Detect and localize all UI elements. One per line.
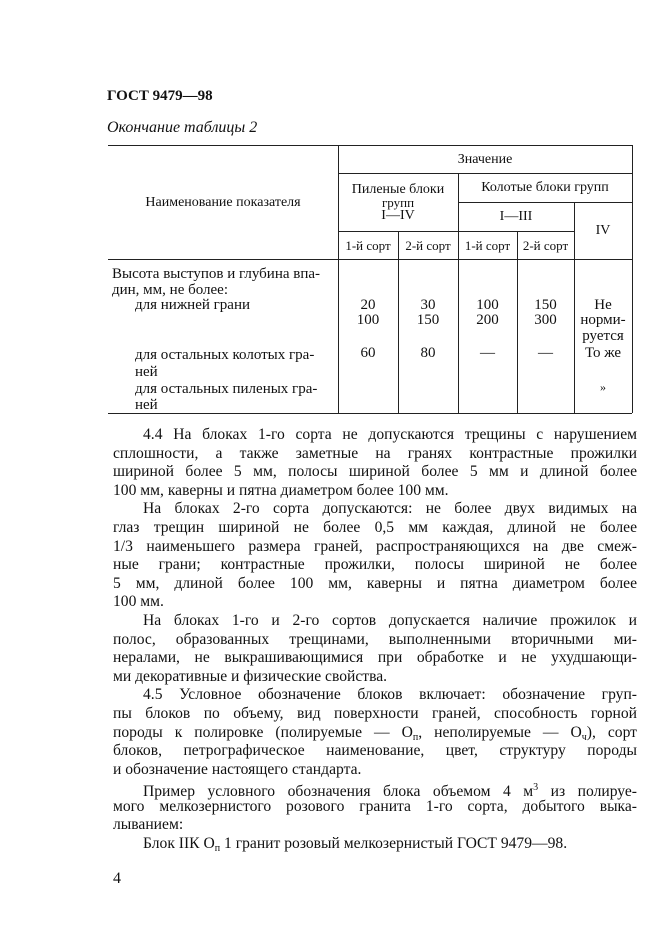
body-text <box>113 426 637 854</box>
text-line <box>113 779 637 801</box>
table-border-right <box>632 145 633 413</box>
text-segment: , неполируемые — О <box>418 723 582 741</box>
row-label-line: для нижней грани <box>135 297 251 313</box>
cell-value: норми- <box>580 312 626 328</box>
text-line: На блоках 1-го и 2-го сортов допускается наличие прожилок и <box>143 611 637 629</box>
table-header-bottom <box>108 259 632 260</box>
text-line: сплошности, а также заметные на гранях контрастные прожилки <box>113 444 637 462</box>
paragraph <box>113 612 637 686</box>
header-split-group-4: IV <box>595 223 611 238</box>
cell-value: 100 <box>476 297 499 313</box>
cell-value: 200 <box>476 312 499 328</box>
text-segment: ), сорт <box>586 723 637 741</box>
header-sawn-blocks <box>338 173 458 231</box>
text-line: глаз трещин шириной не более 0,5 мм каждая, длиной не более <box>113 518 637 536</box>
paragraph <box>113 835 637 854</box>
subscript: п <box>412 731 419 743</box>
cell-value: » <box>600 380 606 394</box>
text-line <box>113 724 637 743</box>
header-grade: 2-й сорт <box>405 237 451 253</box>
text-segment: породы к полировке (полируемые — О <box>113 723 413 741</box>
text-line: ми декоративные и физические свойства. <box>113 667 388 685</box>
subscript: ч <box>581 731 587 743</box>
header-sawn-line: групп <box>381 194 415 210</box>
header-grade: 1-й сорт <box>464 237 511 253</box>
paragraph <box>113 686 637 779</box>
text-line: шириной более 5 мм, полосы шириной более 5 мм и длиной более <box>113 463 637 481</box>
cell-value: руется <box>582 328 624 344</box>
header-value: Значение <box>457 151 513 167</box>
text-line: 100 мм. <box>113 593 164 611</box>
cell-value: То же <box>584 345 622 361</box>
text-segment: Блок IIК О <box>143 835 215 853</box>
row-label-line: для остальных пиленых гра- <box>135 381 318 397</box>
text-line: пы блоков по объему, вид поверхности граней, способность горной <box>113 704 637 722</box>
document-code-header: ГОСТ 9479—98 <box>107 88 213 104</box>
paragraph <box>113 500 637 612</box>
cell-value: 20 <box>360 297 376 313</box>
text-line: На блоках 2-го сорта допускаются: не более двух видимых на <box>143 500 637 518</box>
paragraph <box>113 426 637 500</box>
text-segment: Пример условного обозначения блока объемом 4 м <box>143 783 534 801</box>
header-grade: 2-й сорт <box>522 237 569 253</box>
cell-value: — <box>538 345 553 361</box>
cell-value: 80 <box>420 345 436 361</box>
text-line: мого мелкозернистого розового гранита 1-го сорта, добытого выка- <box>113 797 637 815</box>
row-label-line: ней <box>135 364 158 380</box>
text-line: 4.4 На блоках 1-го сорта не допускаются трещины с нарушением <box>143 426 637 443</box>
cell-value: — <box>480 345 495 361</box>
text-line: ные грани; контрастные прожилки, полосы шириной не более <box>113 556 637 574</box>
text-line: нералами, не выкрашивающимися при обработке и не ухудшающи- <box>113 649 637 667</box>
cell-value: 150 <box>416 312 440 328</box>
text-line: 1/3 наименьшего размера граней, распространяющихся на две смеж- <box>113 537 637 555</box>
cell-value: 100 <box>356 312 380 328</box>
text-segment: 1 гранит розовый мелкозернистый ГОСТ 9479—98. <box>220 835 568 853</box>
text-line <box>113 835 637 854</box>
header-split-group-1-3: I—III <box>499 209 533 224</box>
text-line: полос, образованных трещинами, выполненными вторичными ми- <box>113 630 637 648</box>
row-label-line: для остальных колотых гра- <box>135 347 315 363</box>
cell-value: 300 <box>534 312 557 328</box>
cell-value: Не <box>594 297 612 313</box>
cell-value: 60 <box>360 345 376 361</box>
text-line: лыванием: <box>113 816 184 834</box>
row-label-line: ней <box>135 397 158 413</box>
header-indicator-name: Наименование показателя <box>145 194 301 210</box>
text-line: и обозначение настоящего стандарта. <box>113 760 362 778</box>
text-line: 100 мм, каверны и пятна диаметром более 100 мм. <box>113 481 449 499</box>
subscript: п <box>214 843 221 855</box>
text-segment: из полируе- <box>538 783 637 801</box>
row-label-line: дин, мм, не более: <box>112 282 229 298</box>
row-label-line: Высота выступов и глубина впа- <box>112 266 321 282</box>
header-grade: 1-й сорт <box>345 237 391 253</box>
text-line: блоков, петрографическое наименование, цвет, структуру породы <box>113 742 637 760</box>
text-line: 4.5 Условное обозначение блоков включает: обозначение груп- <box>143 686 637 704</box>
table-caption: Окончание таблицы 2 <box>107 119 258 136</box>
header-split-blocks: Колотые блоки групп <box>481 180 609 195</box>
header-sawn-line: Пиленые блоки <box>351 181 445 197</box>
cell-value: 30 <box>420 297 436 313</box>
cell-value: 150 <box>534 297 557 313</box>
text-line: 5 мм, длиной более 100 мм, каверны и пятна диаметром более <box>113 574 637 592</box>
paragraph <box>113 779 637 835</box>
table-border-bottom <box>108 413 632 414</box>
page-number: 4 <box>113 870 121 887</box>
superscript: 3 <box>533 782 539 794</box>
header-sawn-line: I—IV <box>381 207 415 223</box>
